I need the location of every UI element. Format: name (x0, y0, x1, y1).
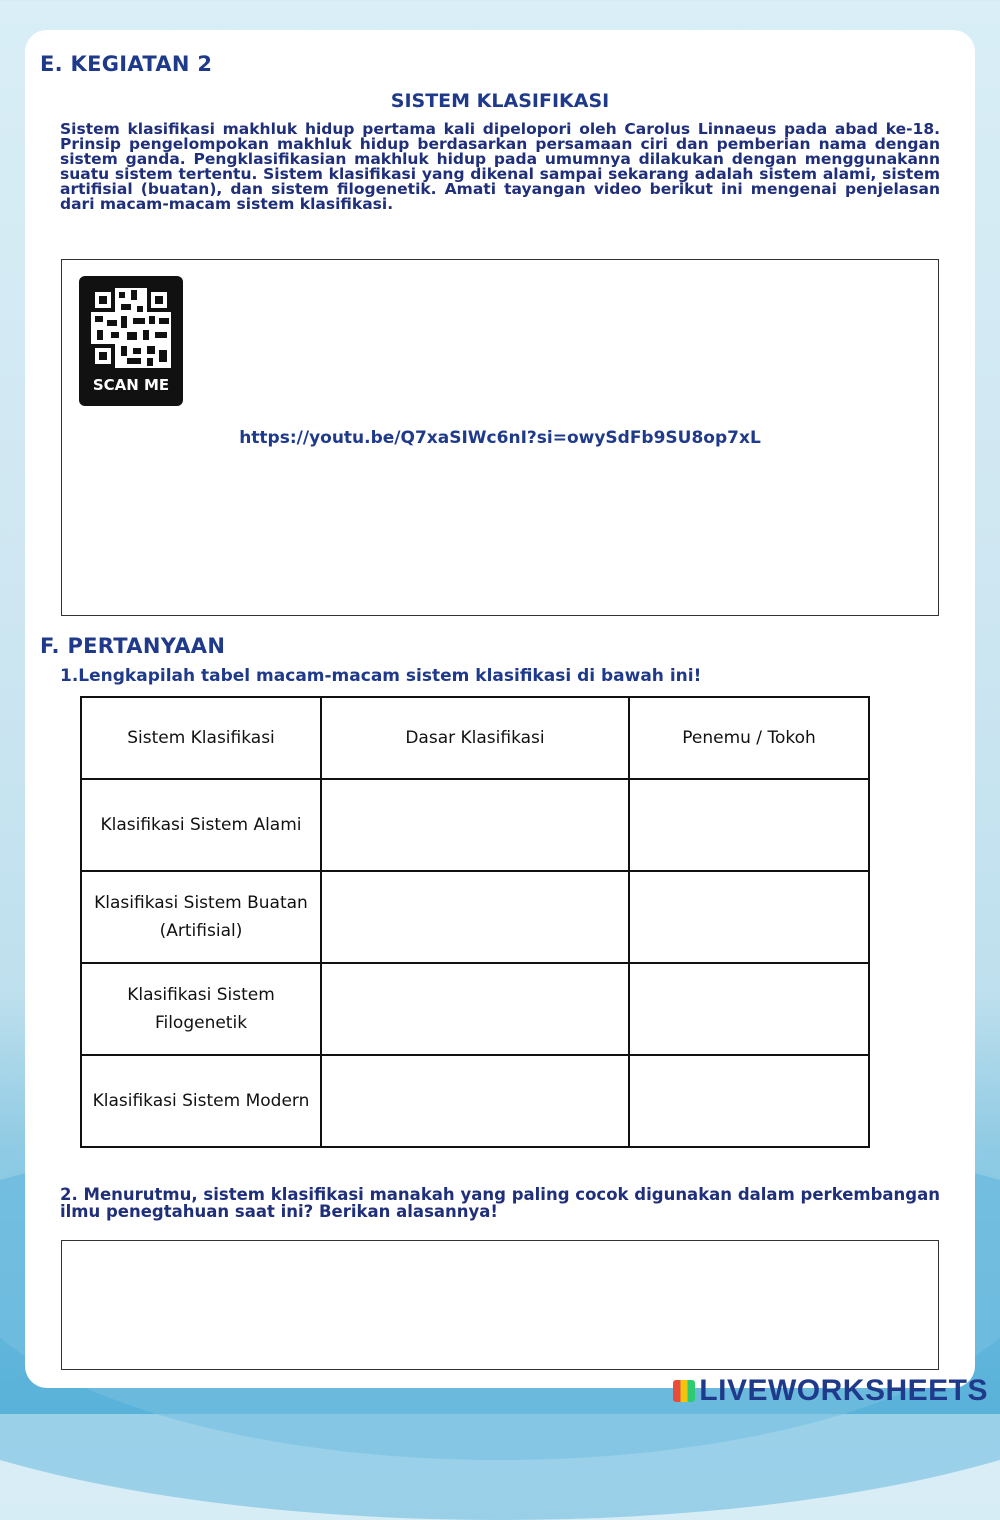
answer-box[interactable] (61, 1240, 939, 1370)
logo-text: LIVEWORKSHEETS (699, 1374, 988, 1407)
logo-mark-icon (673, 1380, 695, 1402)
table-cell-answer[interactable] (629, 871, 869, 963)
video-link[interactable]: https://youtu.be/Q7xaSIWc6nI?si=owySdFb9SU8op7xL (239, 428, 761, 448)
section-f-heading: F. PERTANYAAN (40, 634, 226, 658)
worksheet-page (25, 30, 975, 1388)
table-cell-answer[interactable] (629, 963, 869, 1055)
table-cell-system: Klasifikasi Sistem Filogenetik (81, 963, 321, 1055)
table-cell-answer[interactable] (321, 1055, 629, 1147)
table-cell-answer[interactable] (321, 871, 629, 963)
section-e-heading: E. KEGIATAN 2 (40, 52, 213, 76)
table-cell-answer[interactable] (321, 779, 629, 871)
table-header-row (81, 697, 869, 779)
table-cell-answer[interactable] (321, 963, 629, 1055)
table-cell-answer[interactable] (629, 779, 869, 871)
section-e-title: SISTEM KLASIFIKASI (390, 90, 610, 112)
table-header: Penemu / Tokoh (629, 697, 869, 779)
question-2: 2. Menurutmu, sistem klasifikasi manakah yang paling cocok digunakan dalam perkembangan ilmu penegtahuan saat ini? Berikan alasannya! (60, 1185, 940, 1221)
classification-table (80, 696, 870, 1148)
table-cell-system: Klasifikasi Sistem Buatan (Artifisial) (81, 871, 321, 963)
table-header: Dasar Klasifikasi (321, 697, 629, 779)
liveworksheets-logo[interactable] (673, 1374, 988, 1408)
table-row (81, 871, 869, 963)
table-row (81, 1055, 869, 1147)
question-1: 1.Lengkapilah tabel macam-macam sistem klasifikasi di bawah ini! (60, 666, 702, 686)
table-cell-answer[interactable] (629, 1055, 869, 1147)
qr-code[interactable] (79, 276, 183, 406)
intro-paragraph: Sistem klasifikasi makhluk hidup pertama kali dipelopori oleh Carolus Linnaeus pada abad ke-18. Prinsip pengelompokan makhluk hidup berdasarkan persamaan ciri dan pemberian nama dengan sistem ganda. Pengklasifikasian makhluk hidup pada umumnya dilakukan dengan menggunakann suatu sistem tertentu. Sistem klasifikasi yang dikenal sampai sekarang adalah sistem alami, sistem artifisial (buatan), dan sistem filogenetik. Amati tayangan video berikut ini mengenai penjelasan dari macam-macam sistem klasifikasi. (60, 120, 940, 213)
table-row (81, 963, 869, 1055)
qr-pattern (91, 288, 171, 368)
table-cell-system: Klasifikasi Sistem Alami (81, 779, 321, 871)
table-row (81, 779, 869, 871)
table-cell-system: Klasifikasi Sistem Modern (81, 1055, 321, 1147)
table-header: Sistem Klasifikasi (81, 697, 321, 779)
qr-scan-label: SCAN ME (92, 376, 170, 394)
